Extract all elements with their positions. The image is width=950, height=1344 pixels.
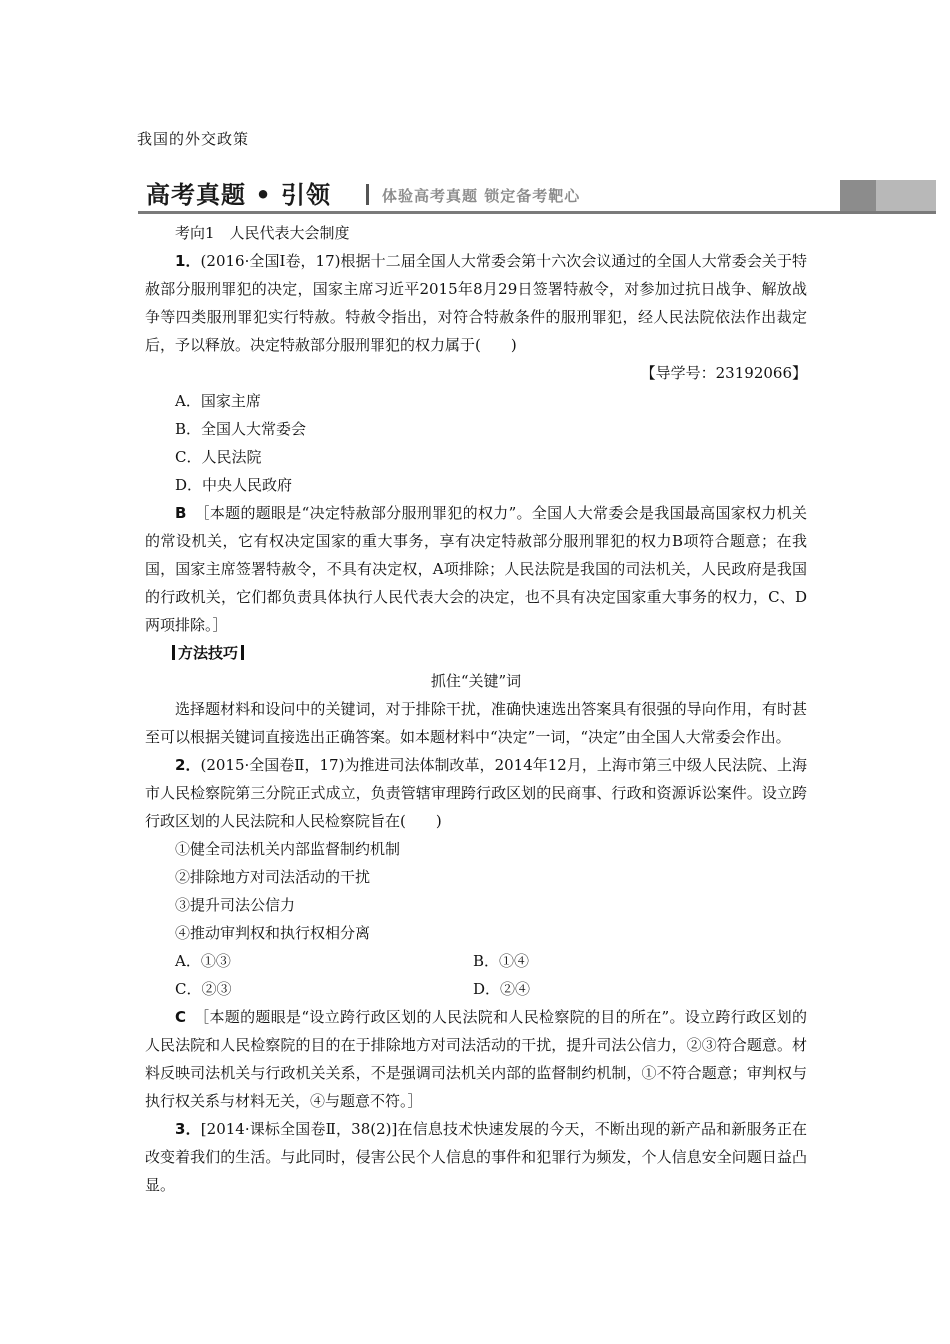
banner-subtitle: 体验高考真题 锁定备考靶心 bbox=[382, 187, 581, 205]
q2-option-a: A．①③ bbox=[175, 952, 231, 970]
q1-answer-letter: B bbox=[175, 504, 187, 522]
q2-options-row-2 bbox=[145, 975, 807, 1003]
question-1 bbox=[145, 247, 807, 359]
q2-answer-letter: C bbox=[175, 1008, 187, 1026]
method-text: 选择题材料和设问中的关键词，对于排除干扰，准确快速选出答案具有很强的导向作用，有时甚至可以根据关键词直接选出正确答案。如本题材料中“决定”一词，“决定”由全国人大常委会作出。 bbox=[145, 700, 807, 746]
method-bar-left bbox=[172, 645, 175, 660]
q2-item-3: ③提升司法公信力 bbox=[175, 896, 296, 914]
q2-option-d: D．②④ bbox=[473, 980, 531, 998]
banner-underline bbox=[138, 211, 936, 214]
method-heading: 抓住“关键”词 bbox=[430, 672, 522, 690]
q2-item-2: ②排除地方对司法活动的干扰 bbox=[175, 868, 371, 886]
q2-item-1: ①健全司法机关内部监督制约机制 bbox=[175, 840, 401, 858]
q2-answer bbox=[145, 1003, 807, 1115]
q1-explanation: ［本题的题眼是“决定特赦部分服刑罪犯的权力”。全国人大常委会是我国最高国家权力机关的常设机关，它有权决定国家的重大事务，享有决定特赦部分服刑罪犯的权力B项符合题意；在我国，国家主席签署特赦令，不具有决定权，A项排除；人民法院是我国的司法机关，人民政府是我国的行政机关，它们都负责具体执行人民代表大会的决定，也不具有决定国家重大事务的权力，C、D两项排除。］ bbox=[145, 504, 807, 634]
q2-option-c: C．②③ bbox=[175, 980, 232, 998]
banner-separator bbox=[366, 184, 369, 205]
q2-option-b: B．①④ bbox=[473, 952, 530, 970]
q1-answer bbox=[145, 499, 807, 639]
q2-item-4: ④推动审判权和执行权相分离 bbox=[175, 924, 371, 942]
question-2-number: 2． bbox=[175, 756, 201, 774]
topic-heading: 考向1 人民代表大会制度 bbox=[175, 224, 350, 242]
document-body bbox=[145, 219, 807, 1199]
question-1-stem: (2016·全国Ⅰ卷，17)根据十二届全国人大常委会第十六次会议通过的全国人大常委会关于特赦部分服刑罪犯的决定，国家主席习近平2015年8月29日签署特赦令，对参加过抗日战争、解放战争等四类服刑罪犯实行特赦。特赦令指出，对符合特赦条件的服刑罪犯，经人民法院依法作出裁定后，予以释放。决定特赦部分服刑罪犯的权力属于( ) bbox=[145, 252, 808, 354]
question-1-number: 1． bbox=[175, 252, 201, 270]
q1-option-c: C．人民法院 bbox=[175, 448, 262, 466]
running-head: 我国的外交政策 bbox=[137, 130, 250, 148]
method-tip-label bbox=[145, 639, 807, 667]
q2-options-row-1 bbox=[145, 947, 807, 975]
question-3 bbox=[145, 1115, 807, 1199]
question-3-stem: [2014·课标全国卷Ⅱ，38(2)]在信息技术快速发展的今天，不断出现的新产品和新服务正在改变着我们的生活。与此同时，侵害公民个人信息的事件和犯罪行为频发，个人信息安全问题日益凸显。 bbox=[145, 1120, 808, 1194]
method-label-text: 方法技巧 bbox=[178, 644, 239, 662]
q1-option-b: B．全国人大常委会 bbox=[175, 420, 307, 438]
q1-option-a: A．国家主席 bbox=[175, 392, 261, 410]
q2-explanation: ［本题的题眼是“设立跨行政区划的人民法院和人民检察院的目的所在”。设立跨行政区划的人民法院和人民检察院的目的在于排除地方对司法活动的干扰，提升司法公信力，②③符合题意。材料反映司法机关与行政机关关系，不是强调司法机关内部的监督制约机制，①不符合题意；审判权与执行权关系与材料无关，④与题意不符。］ bbox=[145, 1008, 807, 1110]
banner-light-block bbox=[876, 180, 936, 211]
question-3-number: 3． bbox=[175, 1120, 201, 1138]
question-2 bbox=[145, 751, 807, 835]
method-bar-right bbox=[241, 645, 244, 660]
banner-dark-block bbox=[840, 180, 876, 211]
banner-title: 高考真题 • 引领 bbox=[146, 181, 332, 209]
question-2-stem: (2015·全国卷Ⅱ，17)为推进司法体制改革，2014年12月，上海市第三中级人民法院、上海市人民检察院第三分院正式成立，负责管辖审理跨行政区划的民商事、行政和资源诉讼案件。设立跨行政区划的人民法院和人民检察院旨在( ) bbox=[145, 756, 808, 830]
section-banner bbox=[138, 180, 936, 214]
guide-number: 【导学号：23192066】 bbox=[640, 364, 807, 382]
q1-option-d: D．中央人民政府 bbox=[175, 476, 293, 494]
